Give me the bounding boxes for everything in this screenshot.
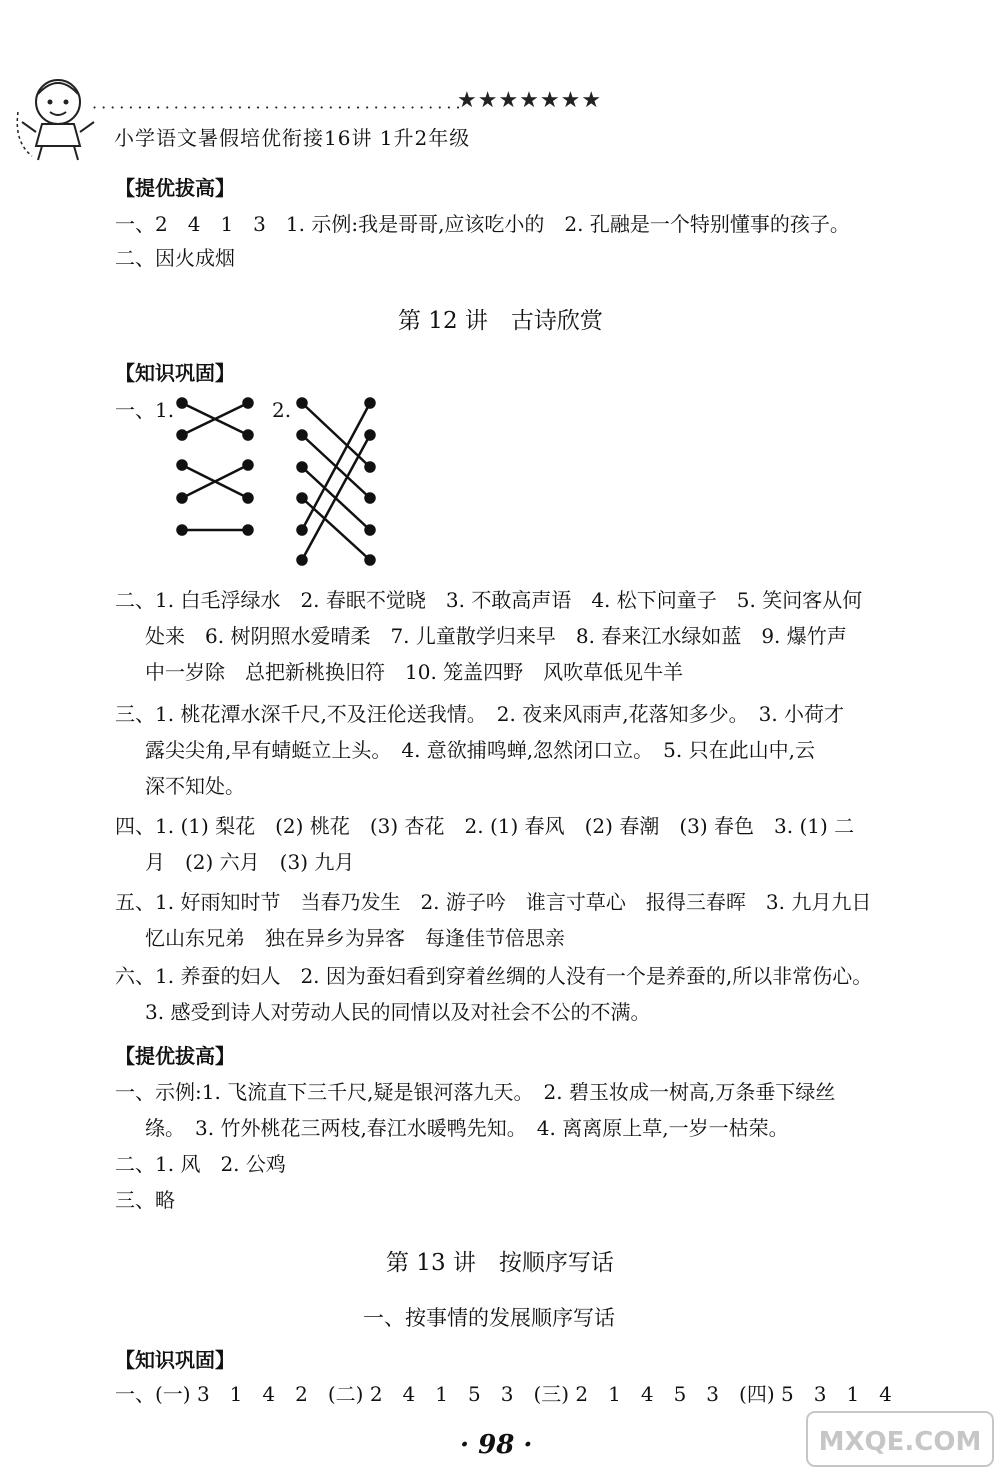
answer-line: 深不知处。	[145, 774, 245, 798]
answer-line: 二、因火成烟	[115, 246, 235, 270]
watermark-logo	[805, 1410, 995, 1468]
answer-line: 二、1. 白毛浮绿水 2. 春眠不觉晓 3. 不敢高声语 4. 松下问童子 5. 笑问客从何	[115, 588, 863, 612]
answer-line: 一、(一) 3 1 4 2 (二) 2 4 1 5 3 (三) 2 1 4 5 3 (四) 5 3 1 4	[115, 1382, 892, 1406]
answer-line: 处来 6. 树阴照水爱晴柔 7. 儿童散学归来早 8. 春来江水绿如蓝 9. 爆竹声	[145, 624, 847, 648]
answer-line: 忆山东兄弟 独在异乡为异客 每逢佳节倍思亲	[145, 926, 565, 950]
matching-set-1	[178, 399, 253, 535]
child-mascot-icon	[12, 72, 104, 164]
answer-line: 绦。 3. 竹外桃花三两枝,春江水暖鸭先知。 4. 离离原上草,一岁一枯荣。	[145, 1116, 789, 1140]
header-dots: ·········································	[92, 98, 465, 117]
answer-line: 三、1. 桃花潭水深千尺,不及汪伦送我情。 2. 夜来风雨声,花落知多少。 3. 小荷才	[115, 702, 845, 726]
answer-line: 三、略	[115, 1188, 175, 1212]
section-heading: 【提优拔高】	[115, 176, 235, 200]
matching-label: 2.	[272, 398, 292, 422]
answer-line: 一、示例:1. 飞流直下三千尺,疑是银河落九天。 2. 碧玉妆成一树高,万条垂下绿丝	[115, 1080, 836, 1104]
header-stars: ★★★★★★★	[457, 88, 603, 113]
answer-line: 四、1. (1) 梨花 (2) 桃花 (3) 杏花 2. (1) 春风 (2) 春潮 (3) 春色 3. (1) 二	[115, 814, 855, 838]
section-heading: 【提优拔高】	[115, 1044, 235, 1068]
section-heading: 【知识巩固】	[115, 361, 235, 385]
page-header	[0, 0, 1000, 160]
matching-diagram	[170, 395, 390, 575]
answer-line: 五、1. 好雨知时节 当春乃发生 2. 游子吟 谁言寸草心 报得三春晖 3. 九月九日	[115, 890, 872, 914]
page-number: · 98 ·	[460, 1430, 533, 1460]
answer-line: 二、1. 风 2. 公鸡	[115, 1152, 286, 1176]
answer-line: 中一岁除 总把新桃换旧符 10. 笼盖四野 风吹草低见牛羊	[145, 660, 684, 684]
lecture-title: 第 12 讲 古诗欣赏	[398, 308, 603, 334]
lecture-title: 第 13 讲 按顺序写话	[386, 1250, 614, 1276]
answer-line: 3. 感受到诗人对劳动人民的同情以及对社会不公的不满。	[145, 1000, 651, 1024]
answer-line: 露尖尖角,早有蜻蜓立上头。 4. 意欲捕鸣蝉,忽然闭口立。 5. 只在此山中,云	[145, 738, 815, 762]
answer-line: 月 (2) 六月 (3) 九月	[145, 850, 355, 874]
matching-set-2	[298, 399, 375, 565]
watermark-text: MXQE.COM	[818, 1427, 982, 1457]
book-title: 小学语文暑假培优衔接16讲 1升2年级	[114, 126, 471, 150]
matching-label: 一、1.	[115, 398, 175, 422]
answer-line: 六、1. 养蚕的妇人 2. 因为蚕妇看到穿着丝绸的人没有一个是养蚕的,所以非常伤心。	[115, 964, 873, 988]
answer-line: 一、2 4 1 3 1. 示例:我是哥哥,应该吃小的 2. 孔融是一个特别懂事的孩子。	[115, 212, 850, 236]
section-heading: 【知识巩固】	[115, 1348, 235, 1372]
subsection-title: 一、按事情的发展顺序写话	[363, 1306, 615, 1330]
